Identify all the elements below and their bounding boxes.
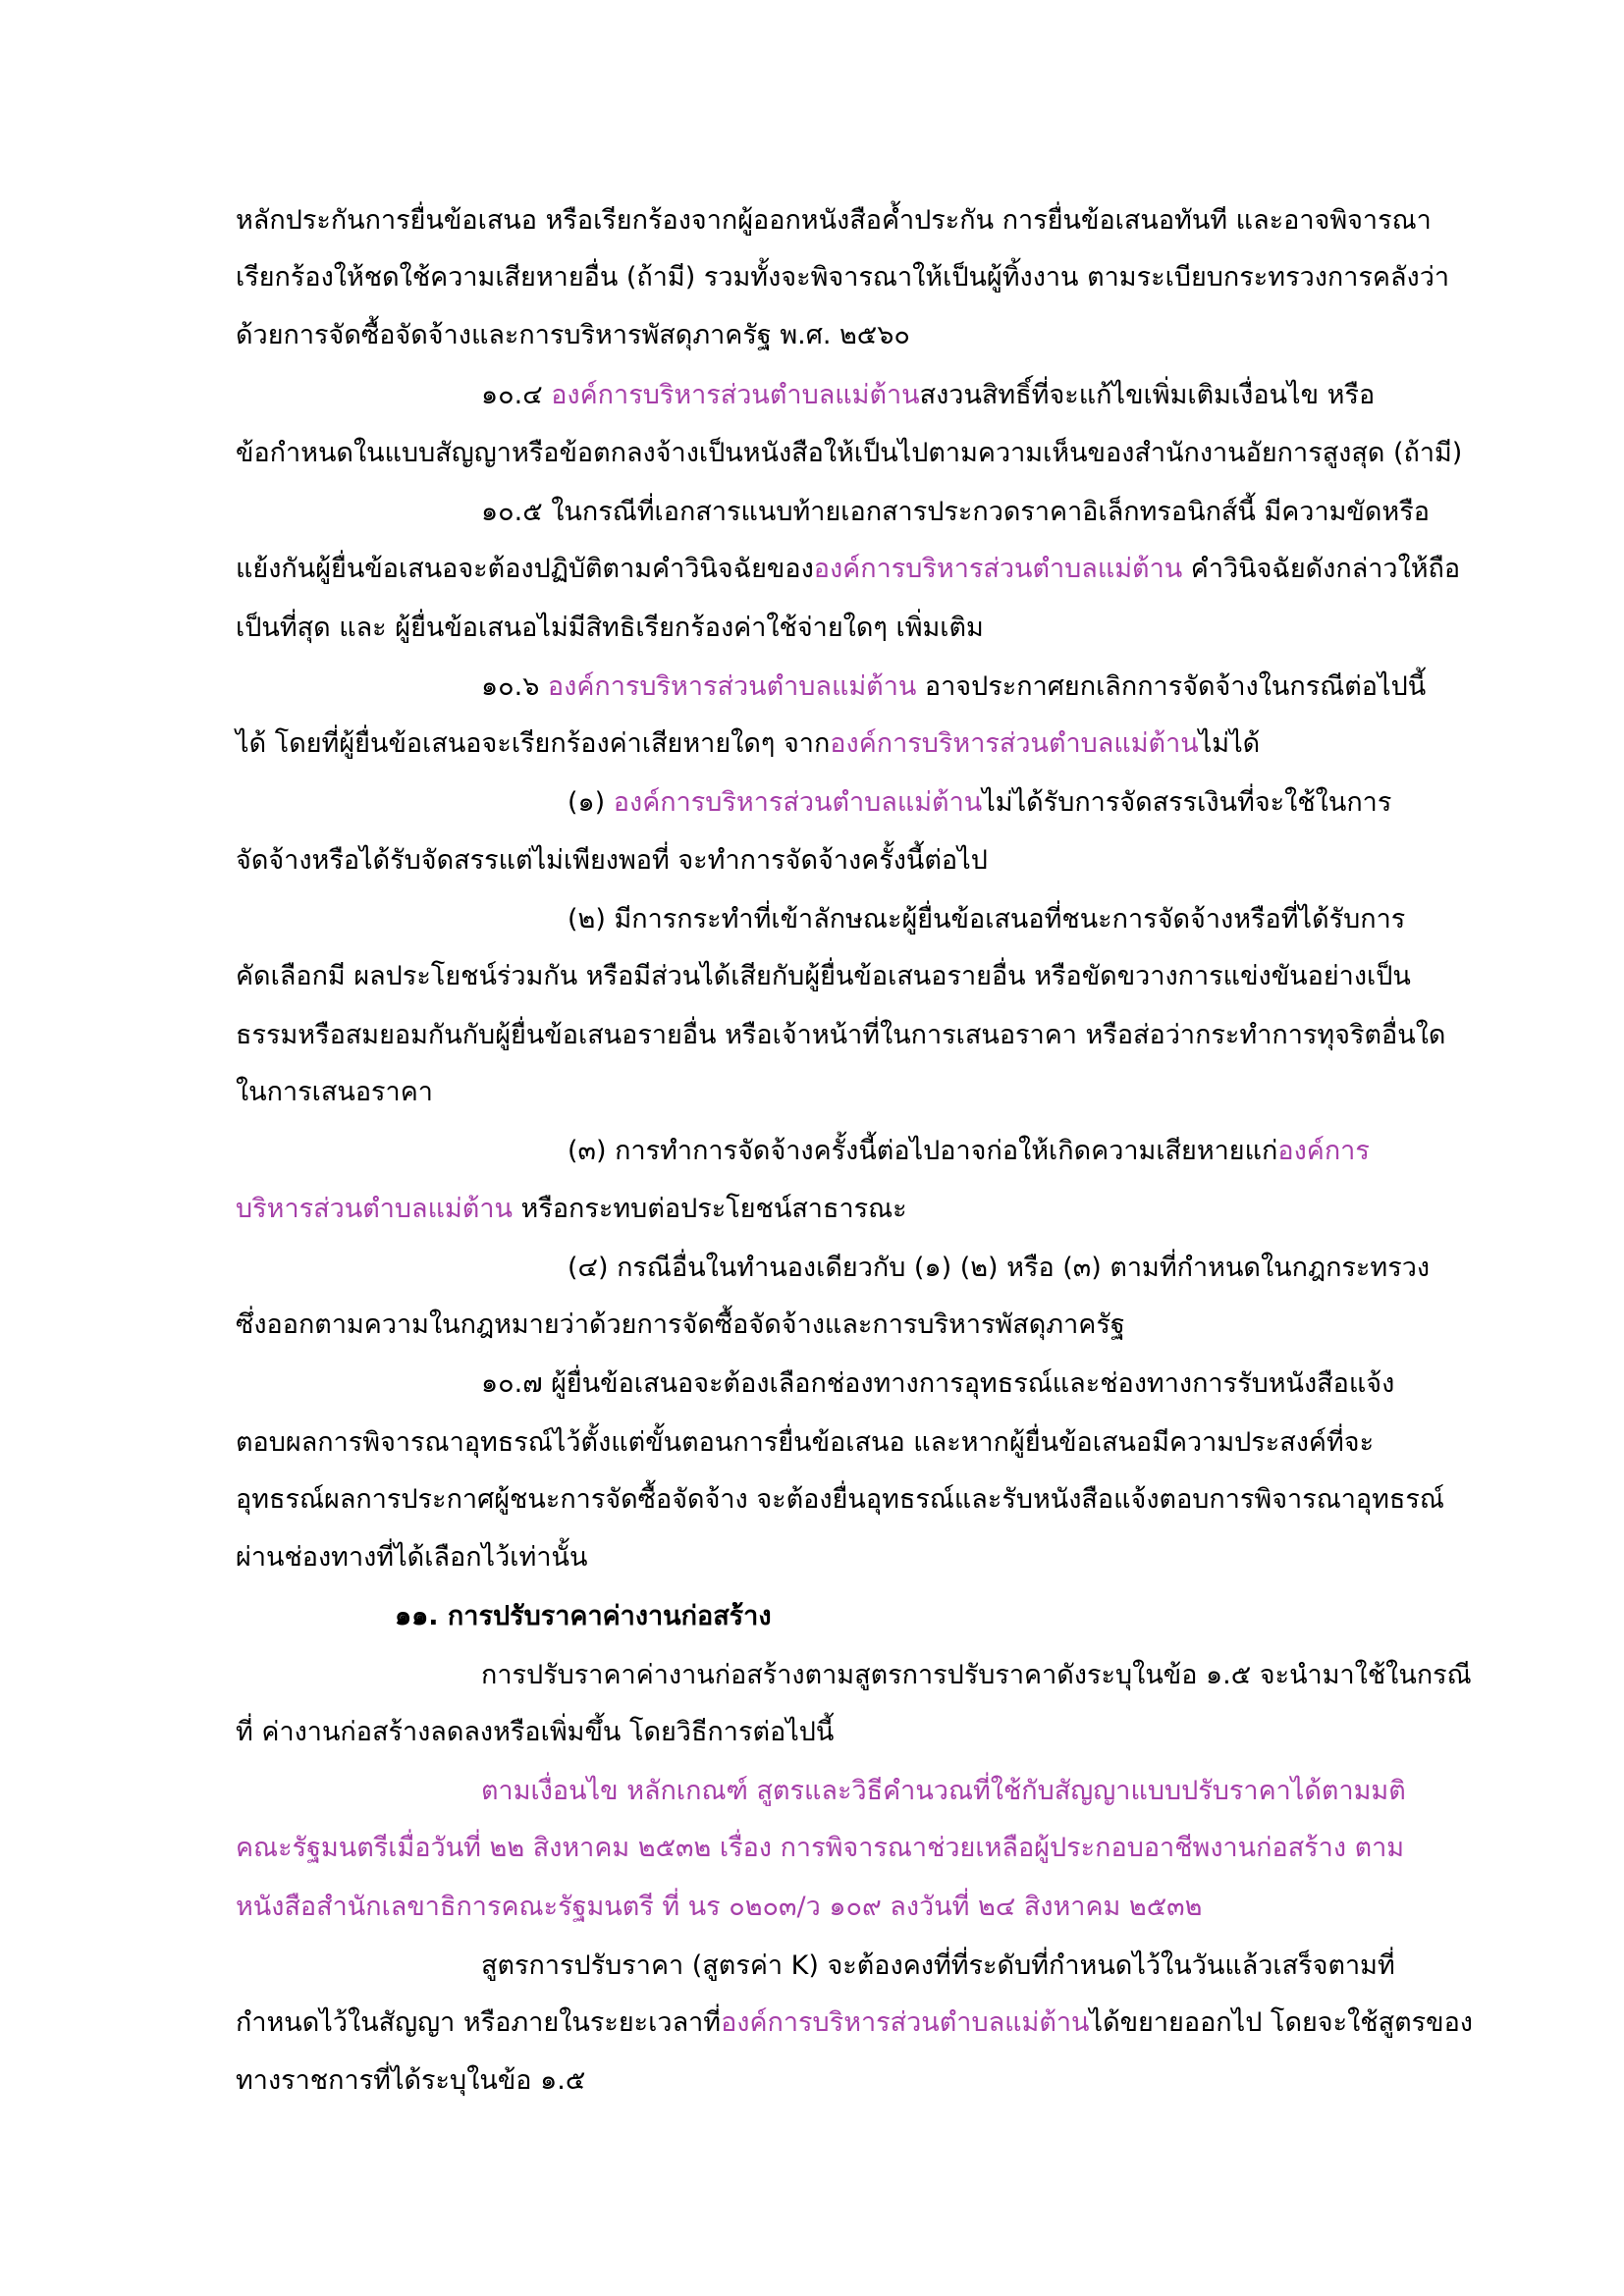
- text-line: จัดจ้างหรือได้รับจัดสรรแต่ไม่เพียงพอที่ จะทำการจัดจ้างครั้งนี้ต่อไป: [236, 845, 988, 876]
- text-line: ซึ่งออกตามความในกฎหมายว่าด้วยการจัดซื้อจัดจ้างและการบริหารพัสดุภาครัฐ: [236, 1309, 1125, 1340]
- text-line: ตามเงื่อนไข หลักเกณฑ์ สูตรและวิธีคำนวณที่ใช้กับสัญญาแบบปรับราคาได้ตามมติ: [481, 1776, 1406, 1806]
- text-line: แย้งกันผู้ยื่นข้อเสนอจะต้องปฏิบัติตามคำวินิจฉัยขององค์การบริหารส่วนตำบลแม่ต้าน คำวินิจฉัยดังกล่าวให้ถือ: [236, 554, 1461, 584]
- text-line: คณะรัฐมนตรีเมื่อวันที่ ๒๒ สิงหาคม ๒๕๓๒ เรื่อง การพิจารณาช่วยเหลือผู้ประกอบอาชีพงานก่อสร้าง ตาม: [236, 1833, 1405, 1863]
- item-2: (๒) มีการกระทำที่เข้าลักษณะผู้ยื่นข้อเสนอที่ชนะการจัดจ้างหรือที่ได้รับการ: [568, 904, 1406, 934]
- item-3: (๓) การทำการจัดจ้างครั้งนี้ต่อไปอาจก่อให้เกิดความเสียหายแก่องค์การ: [568, 1136, 1370, 1166]
- text-line: ผ่านช่องทางที่ได้เลือกไว้เท่านั้น: [236, 1542, 588, 1573]
- text-line: ที่ ค่างานก่อสร้างลดลงหรือเพิ่มขึ้น โดยวิธีการต่อไปนี้: [236, 1717, 835, 1747]
- text-line: สูตรการปรับราคา (สูตรค่า K) จะต้องคงที่ที่ระดับที่กำหนดไว้ในวันแล้วเสร็จตามที่: [481, 1950, 1395, 1981]
- text-line: บริหารส่วนตำบลแม่ต้าน หรือกระทบต่อประโยชน์สาธารณะ: [236, 1194, 907, 1224]
- text-line: หนังสือสำนักเลขาธิการคณะรัฐมนตรี ที่ นร ๐๒๐๓/ว ๑๐๙ ลงวันที่ ๒๔ สิงหาคม ๒๕๓๒: [236, 1892, 1203, 1922]
- text-line: ในการเสนอราคา: [236, 1077, 433, 1107]
- section-heading-11: ๑๑. การปรับราคาค่างานก่อสร้าง: [395, 1601, 772, 1631]
- text-line: การปรับราคาค่างานก่อสร้างตามสูตรการปรับราคาดังระบุในข้อ ๑.๕ จะนำมาใช้ในกรณี: [481, 1660, 1472, 1690]
- text-line: ด้วยการจัดซื้อจัดจ้างและการบริหารพัสดุภาครัฐ พ.ศ. ๒๕๖๐: [236, 320, 910, 350]
- text-line: ตอบผลการพิจารณาอุทธรณ์ไว้ตั้งแต่ขั้นตอนการยื่นข้อเสนอ และหากผู้ยื่นข้อเสนอมีความประสงค์ที่จะ: [236, 1427, 1375, 1458]
- clause-10-5: ๑๐.๕ ในกรณีที่เอกสารแนบท้ายเอกสารประกวดราคาอิเล็กทรอนิกส์นี้ มีความขัดหรือ: [481, 497, 1430, 527]
- text-line: หลักประกันการยื่นข้อเสนอ หรือเรียกร้องจากผู้ออกหนังสือค้ำประกัน การยื่นข้อเสนอทันที และอาจพิจารณา: [236, 205, 1432, 236]
- text-line: คัดเลือกมี ผลประโยชน์ร่วมกัน หรือมีส่วนได้เสียกับผู้ยื่นข้อเสนอรายอื่น หรือขัดขวางการแข่งขันอย่างเป็น: [236, 961, 1411, 991]
- text-line: อุทธรณ์ผลการประกาศผู้ชนะการจัดซื้อจัดจ้าง จะต้องยื่นอุทธรณ์และรับหนังสือแจ้งตอบการพิจารณาอุทธรณ์: [236, 1484, 1444, 1515]
- text-line: ข้อกำหนดในแบบสัญญาหรือข้อตกลงจ้างเป็นหนังสือให้เป็นไปตามความเห็นของสำนักงานอัยการสูงสุด (ถ้ามี): [236, 438, 1463, 468]
- text-line: ทางราชการที่ได้ระบุในข้อ ๑.๕: [236, 2065, 586, 2096]
- item-4: (๔) กรณีอื่นในทำนองเดียวกับ (๑) (๒) หรือ (๓) ตามที่กำหนดในกฎกระทรวง: [568, 1253, 1431, 1283]
- text-line: ได้ โดยที่ผู้ยื่นข้อเสนอจะเรียกร้องค่าเสียหายใดๆ จากองค์การบริหารส่วนตำบลแม่ต้านไม่ได้: [236, 728, 1261, 759]
- text-line: เรียกร้องให้ชดใช้ความเสียหายอื่น (ถ้ามี) รวมทั้งจะพิจารณาให้เป็นผู้ทิ้งงาน ตามระเบียบกระทรวงการคลังว่า: [236, 262, 1450, 293]
- clause-10-7: ๑๐.๗ ผู้ยื่นข้อเสนอจะต้องเลือกช่องทางการอุทธรณ์และช่องทางการรับหนังสือแจ้ง: [481, 1368, 1395, 1399]
- clause-10-4: ๑๐.๔ องค์การบริหารส่วนตำบลแม่ต้านสงวนสิทธิ์ที่จะแก้ไขเพิ่มเติมเงื่อนไข หรือ: [481, 380, 1376, 410]
- clause-10-6: ๑๐.๖ องค์การบริหารส่วนตำบลแม่ต้าน อาจประกาศยกเลิกการจัดจ้างในกรณีต่อไปนี้: [481, 671, 1427, 702]
- text-line: กำหนดไว้ในสัญญา หรือภายในระยะเวลาที่องค์การบริหารส่วนตำบลแม่ต้านได้ขยายออกไป โดยจะใช้สูตรของ: [236, 2007, 1473, 2038]
- text-line: เป็นที่สุด และ ผู้ยื่นข้อเสนอไม่มีสิทธิเรียกร้องค่าใช้จ่ายใดๆ เพิ่มเติม: [236, 613, 984, 643]
- text-line: ธรรมหรือสมยอมกันกับผู้ยื่นข้อเสนอรายอื่น หรือเจ้าหน้าที่ในการเสนอราคา หรือส่อว่ากระทำการทุจริตอื่นใด: [236, 1020, 1446, 1050]
- item-1: (๑) องค์การบริหารส่วนตำบลแม่ต้านไม่ได้รับการจัดสรรเงินที่จะใช้ในการ: [568, 787, 1392, 818]
